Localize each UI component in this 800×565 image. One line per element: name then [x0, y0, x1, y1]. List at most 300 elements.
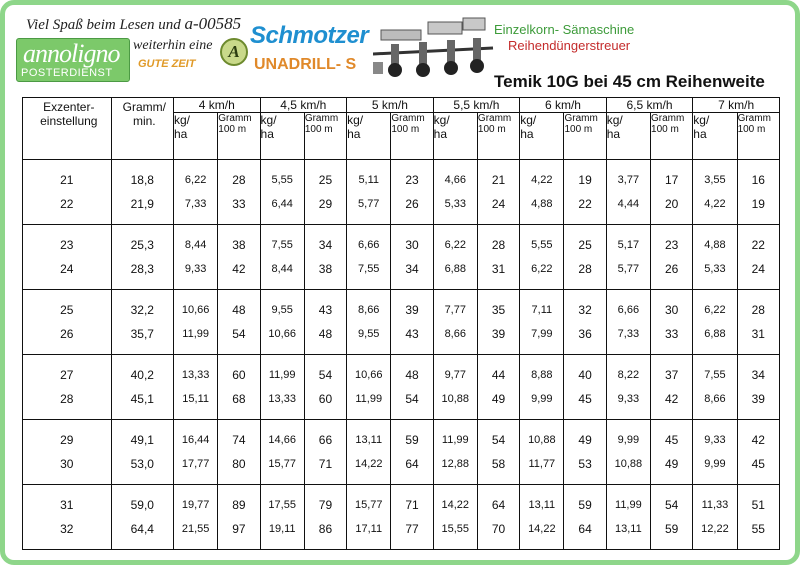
cell-gramm-100m	[218, 160, 260, 225]
cell-value: 8,44	[271, 263, 293, 275]
cell-value: 15,77	[268, 458, 296, 470]
cell-value: 59	[405, 433, 419, 447]
cell-value: 4,88	[531, 198, 553, 210]
cell-value: 24	[60, 262, 74, 276]
cell-value: 27	[60, 368, 74, 382]
cell-value: 11,99	[615, 499, 642, 511]
cell-value: 19,77	[181, 499, 210, 511]
cell-kg-ha	[693, 160, 737, 225]
table-row	[23, 225, 780, 290]
table-row	[23, 355, 780, 420]
cell-value: 51	[751, 498, 765, 512]
cell-gramm-100m	[304, 160, 346, 225]
cell-value: 18,8	[130, 173, 154, 187]
cell-gramm-100m	[737, 225, 779, 290]
cell-gramm-100m	[477, 485, 519, 550]
cell-value: 35,7	[130, 327, 154, 341]
cell-kg-ha	[260, 225, 304, 290]
cell-value: 13,11	[615, 523, 642, 535]
cell-value: 54	[491, 433, 506, 447]
cell-value: 8,44	[184, 239, 207, 251]
cell-value: 8,22	[617, 369, 640, 381]
cell-value: 42	[664, 392, 679, 406]
cell-value: 17	[664, 173, 679, 187]
cell-value: 30	[60, 457, 74, 471]
cell-gramm-100m	[651, 485, 693, 550]
cell-value: 9,55	[271, 304, 293, 316]
cell-gramm-min	[111, 355, 173, 420]
cell-value: 4,44	[617, 198, 640, 210]
cell-value: 11,33	[701, 499, 729, 511]
cell-kg-ha	[260, 355, 304, 420]
cell-gramm-100m	[737, 355, 779, 420]
cell-value: 5,17	[617, 239, 640, 251]
cell-value: 24	[751, 262, 765, 276]
cell-gramm-100m	[651, 225, 693, 290]
cell-value: 14,22	[441, 499, 470, 511]
cell-gramm-100m	[651, 355, 693, 420]
header-speed: 5 km/h	[347, 98, 434, 113]
cell-value: 17,11	[355, 523, 383, 535]
cell-value: 22	[578, 197, 592, 211]
cell-kg-ha	[693, 485, 737, 550]
cell-value: 33	[232, 197, 246, 211]
cell-gramm-100m	[564, 355, 606, 420]
cell-value: 9,33	[184, 263, 207, 275]
cell-gramm-100m	[304, 290, 346, 355]
cell-value: 26	[664, 262, 679, 276]
cell-value: 9,77	[444, 369, 466, 381]
cell-gramm-100m	[477, 160, 519, 225]
cell-value: 6,44	[271, 198, 293, 210]
cell-gramm-100m	[304, 420, 346, 485]
cell-value: 54	[318, 368, 333, 382]
cell-value: 30	[405, 238, 419, 252]
cell-value: 35	[491, 303, 506, 317]
header-gramm-min: Gramm/ min.	[111, 98, 173, 160]
cell-value: 48	[232, 303, 246, 317]
cell-value: 9,99	[704, 458, 726, 470]
header-unit-kg-ha: kg/ ha	[260, 113, 304, 160]
cell-kg-ha	[174, 420, 218, 485]
cell-value: 10,66	[268, 328, 296, 340]
cell-value: 6,22	[184, 174, 207, 186]
cell-value: 36	[578, 327, 592, 341]
cell-value: 25	[578, 238, 592, 252]
cell-gramm-100m	[737, 420, 779, 485]
cell-value: 14,22	[528, 523, 556, 535]
cell-value: 31	[60, 498, 74, 512]
cell-value: 6,66	[358, 239, 380, 251]
cell-value: 16,44	[181, 434, 210, 446]
cell-value: 30	[664, 303, 679, 317]
cell-value: 24	[491, 197, 506, 211]
cell-value: 53,0	[130, 457, 154, 471]
model-name: UNADRILL- S	[254, 56, 357, 73]
cell-value: 32	[578, 303, 592, 317]
cell-value: 7,55	[704, 369, 726, 381]
a-seal-icon: A	[220, 38, 248, 66]
cell-value: 59	[664, 522, 679, 536]
cell-value: 7,33	[184, 198, 207, 210]
cell-kg-ha	[693, 225, 737, 290]
cell-gramm-min	[111, 160, 173, 225]
cell-gramm-100m	[391, 485, 433, 550]
cell-gramm-100m	[218, 225, 260, 290]
cell-kg-ha	[433, 160, 477, 225]
cell-value: 45,1	[130, 392, 154, 406]
cell-value: 49	[491, 392, 506, 406]
cell-value: 21,55	[181, 523, 210, 535]
cell-value: 26	[405, 197, 419, 211]
cell-setting	[23, 290, 112, 355]
cell-value: 43	[318, 303, 333, 317]
cell-value: 13,11	[528, 499, 556, 511]
cell-gramm-100m	[477, 225, 519, 290]
cell-value: 10,88	[614, 458, 643, 470]
cell-value: 20	[664, 197, 679, 211]
cell-setting	[23, 225, 112, 290]
cell-value: 22	[60, 197, 74, 211]
cell-value: 34	[318, 238, 333, 252]
cell-kg-ha	[174, 160, 218, 225]
cell-value: 60	[318, 392, 333, 406]
header-speed: 4 km/h	[174, 98, 261, 113]
cell-kg-ha	[433, 290, 477, 355]
cell-gramm-100m	[391, 420, 433, 485]
cell-gramm-100m	[737, 160, 779, 225]
header-speed: 7 km/h	[693, 98, 780, 113]
cell-value: 6,22	[444, 239, 466, 251]
cell-value: 7,99	[531, 328, 553, 340]
cell-value: 32,2	[130, 303, 154, 317]
cell-value: 34	[405, 262, 419, 276]
cell-value: 6,88	[444, 263, 466, 275]
cell-value: 7,77	[444, 304, 466, 316]
table-row	[23, 160, 780, 225]
cell-gramm-100m	[391, 355, 433, 420]
cell-value: 6,66	[617, 304, 640, 316]
header-unit-kg-ha: kg/ ha	[347, 113, 391, 160]
cell-kg-ha	[433, 355, 477, 420]
cell-value: 45	[664, 433, 679, 447]
cell-setting	[23, 355, 112, 420]
cell-value: 3,77	[617, 174, 640, 186]
cell-kg-ha	[347, 355, 391, 420]
cell-value: 32	[60, 522, 74, 536]
header-unit-gramm-100m: Gramm 100 m	[564, 113, 606, 160]
dosage-table	[22, 97, 780, 550]
cell-value: 5,33	[444, 198, 466, 210]
table-title: Temik 10G bei 45 cm Reihenweite	[494, 72, 765, 91]
cell-kg-ha	[693, 355, 737, 420]
header-unit-kg-ha: kg/ ha	[520, 113, 564, 160]
cell-value: 38	[232, 238, 246, 252]
cell-value: 9,55	[358, 328, 380, 340]
cell-value: 89	[232, 498, 246, 512]
cell-kg-ha	[174, 290, 218, 355]
cell-value: 10,88	[441, 393, 470, 405]
cell-kg-ha	[347, 485, 391, 550]
cell-value: 39	[491, 327, 506, 341]
cell-value: 28	[232, 173, 246, 187]
cell-value: 15,55	[441, 523, 470, 535]
brand-name: Schmotzer	[250, 22, 369, 49]
cell-kg-ha	[433, 420, 477, 485]
cell-value: 3,55	[704, 174, 726, 186]
cell-value: 25	[60, 303, 74, 317]
cell-value: 39	[405, 303, 419, 317]
table-row	[23, 290, 780, 355]
cell-value: 25,3	[130, 238, 154, 252]
cell-value: 70	[491, 522, 506, 536]
cell-value: 6,22	[704, 304, 726, 316]
cell-value: 59	[578, 498, 592, 512]
cell-gramm-100m	[218, 355, 260, 420]
tagline-2: weiterhin eine	[133, 38, 213, 53]
cell-gramm-100m	[304, 355, 346, 420]
cell-value: 8,88	[531, 369, 553, 381]
cell-kg-ha	[606, 355, 650, 420]
cell-value: 19	[578, 173, 592, 187]
cell-kg-ha	[433, 225, 477, 290]
table-row	[23, 420, 780, 485]
cell-kg-ha	[693, 290, 737, 355]
cell-kg-ha	[347, 225, 391, 290]
cell-value: 64	[405, 457, 419, 471]
cell-value: 64	[578, 522, 592, 536]
cell-value: 77	[405, 522, 419, 536]
cell-value: 29	[60, 433, 74, 447]
cell-value: 28	[491, 238, 506, 252]
header-speed: 6,5 km/h	[606, 98, 693, 113]
cell-kg-ha	[433, 485, 477, 550]
cell-value: 11,99	[182, 328, 209, 340]
cell-value: 48	[405, 368, 419, 382]
cell-kg-ha	[606, 290, 650, 355]
cell-value: 5,11	[358, 174, 380, 186]
cell-value: 9,99	[531, 393, 553, 405]
cell-value: 5,33	[704, 263, 726, 275]
cell-value: 53	[578, 457, 592, 471]
cell-value: 7,55	[271, 239, 293, 251]
header-unit-gramm-100m: Gramm 100 m	[737, 113, 779, 160]
cell-value: 39	[751, 392, 765, 406]
description-1: Einzelkorn- Sämaschine	[494, 22, 635, 37]
header-speed: 6 km/h	[520, 98, 607, 113]
header-speed: 5,5 km/h	[433, 98, 520, 113]
cell-gramm-100m	[218, 290, 260, 355]
cell-kg-ha	[606, 420, 650, 485]
cell-value: 12,88	[441, 458, 470, 470]
cell-gramm-100m	[477, 420, 519, 485]
cell-value: 5,55	[271, 174, 293, 186]
header-unit-kg-ha: kg/ ha	[174, 113, 218, 160]
cell-gramm-100m	[218, 485, 260, 550]
cell-kg-ha	[606, 485, 650, 550]
cell-value: 15,77	[354, 499, 383, 511]
header-speed: 4,5 km/h	[260, 98, 347, 113]
cell-gramm-100m	[477, 355, 519, 420]
cell-gramm-100m	[651, 160, 693, 225]
cell-value: 28	[578, 262, 592, 276]
cell-gramm-min	[111, 485, 173, 550]
poster-header	[8, 8, 792, 96]
tagline-1-text: Viel Spaß beim Lesen und	[26, 17, 181, 33]
cell-kg-ha	[260, 420, 304, 485]
cell-value: 13,33	[181, 369, 210, 381]
cell-value: 9,33	[704, 434, 726, 446]
cell-kg-ha	[520, 485, 564, 550]
cell-gramm-min	[111, 290, 173, 355]
logo-sub: POSTERDIENST	[21, 67, 113, 79]
cell-value: 12,22	[701, 523, 729, 535]
cell-value: 23	[405, 173, 419, 187]
cell-value: 14,66	[268, 434, 296, 446]
cell-value: 42	[232, 262, 246, 276]
cell-value: 25	[318, 173, 333, 187]
cell-kg-ha	[174, 225, 218, 290]
cell-value: 8,66	[704, 393, 726, 405]
cell-value: 40	[578, 368, 592, 382]
cell-value: 6,88	[704, 328, 726, 340]
cell-value: 80	[232, 457, 246, 471]
cell-value: 9,99	[617, 434, 640, 446]
cell-value: 23	[664, 238, 679, 252]
cell-value: 45	[751, 457, 765, 471]
cell-value: 15,11	[182, 393, 209, 405]
cell-value: 21,9	[130, 197, 154, 211]
cell-value: 8,66	[444, 328, 466, 340]
cell-value: 55	[751, 522, 765, 536]
header-unit-gramm-100m: Gramm 100 m	[218, 113, 260, 160]
cell-gramm-100m	[391, 160, 433, 225]
cell-value: 11,99	[355, 393, 383, 405]
cell-value: 16	[751, 173, 765, 187]
cell-value: 64,4	[130, 522, 154, 536]
cell-gramm-100m	[564, 485, 606, 550]
cell-kg-ha	[260, 160, 304, 225]
cell-value: 31	[751, 327, 765, 341]
cell-gramm-100m	[391, 290, 433, 355]
cell-value: 14,22	[354, 458, 383, 470]
cell-value: 8,66	[358, 304, 380, 316]
cell-value: 49	[578, 433, 592, 447]
cell-value: 7,33	[617, 328, 640, 340]
cell-value: 7,11	[531, 304, 553, 316]
cell-kg-ha	[520, 290, 564, 355]
cell-value: 31	[491, 262, 506, 276]
cell-value: 13,33	[268, 393, 296, 405]
poster-code: a-00585	[184, 14, 242, 33]
cell-value: 7,55	[358, 263, 380, 275]
cell-value: 43	[405, 327, 419, 341]
cell-value: 71	[318, 457, 333, 471]
logo-word: annoligno	[23, 39, 120, 68]
cell-value: 19,11	[268, 523, 296, 535]
cell-kg-ha	[520, 225, 564, 290]
cell-kg-ha	[260, 290, 304, 355]
cell-gramm-100m	[564, 160, 606, 225]
cell-value: 40,2	[130, 368, 154, 382]
header-unit-kg-ha: kg/ ha	[693, 113, 737, 160]
cell-gramm-min	[111, 225, 173, 290]
cell-value: 59,0	[130, 498, 154, 512]
cell-value: 26	[60, 327, 74, 341]
cell-kg-ha	[693, 420, 737, 485]
cell-gramm-100m	[218, 420, 260, 485]
cell-kg-ha	[174, 355, 218, 420]
cell-gramm-100m	[304, 225, 346, 290]
cell-gramm-100m	[391, 225, 433, 290]
cell-value: 86	[318, 522, 333, 536]
cell-value: 54	[405, 392, 419, 406]
cell-value: 11,99	[441, 434, 469, 446]
header-unit-gramm-100m: Gramm 100 m	[477, 113, 519, 160]
cell-value: 9,33	[617, 393, 640, 405]
cell-value: 66	[318, 433, 333, 447]
cell-setting	[23, 420, 112, 485]
cell-value: 37	[664, 368, 679, 382]
cell-value: 4,66	[444, 174, 466, 186]
header-exzenter: Exzenter- einstellung	[23, 98, 112, 160]
cell-value: 71	[405, 498, 419, 512]
cell-value: 48	[318, 327, 333, 341]
seed-drill-illustration-icon	[373, 14, 498, 84]
cell-value: 6,22	[531, 263, 553, 275]
cell-value: 4,22	[531, 174, 553, 186]
cell-kg-ha	[520, 420, 564, 485]
cell-value: 58	[491, 457, 506, 471]
header-unit-gramm-100m: Gramm 100 m	[391, 113, 433, 160]
cell-value: 10,88	[528, 434, 556, 446]
cell-value: 28,3	[130, 262, 154, 276]
cell-value: 19	[751, 197, 765, 211]
cell-value: 4,22	[704, 198, 726, 210]
cell-kg-ha	[520, 160, 564, 225]
cell-setting	[23, 160, 112, 225]
cell-value: 21	[60, 173, 74, 187]
header-unit-kg-ha: kg/ ha	[606, 113, 650, 160]
tagline-3: GUTE ZEIT	[138, 58, 196, 70]
cell-value: 23	[60, 238, 74, 252]
cell-value: 11,77	[528, 458, 556, 470]
cell-value: 54	[232, 327, 246, 341]
cell-value: 44	[491, 368, 506, 382]
cell-value: 5,77	[617, 263, 640, 275]
cell-value: 29	[318, 197, 333, 211]
cell-setting	[23, 485, 112, 550]
cell-value: 33	[664, 327, 679, 341]
tagline-1	[26, 14, 241, 34]
cell-kg-ha	[347, 420, 391, 485]
table-row	[23, 485, 780, 550]
cell-kg-ha	[347, 160, 391, 225]
cell-kg-ha	[174, 485, 218, 550]
description-2: Reihendüngerstreuer	[508, 38, 631, 53]
cell-value: 45	[578, 392, 592, 406]
annoligno-logo	[16, 38, 130, 82]
cell-value: 60	[232, 368, 246, 382]
cell-value: 5,77	[358, 198, 380, 210]
cell-value: 10,66	[354, 369, 383, 381]
cell-value: 17,55	[268, 499, 296, 511]
cell-value: 17,77	[181, 458, 210, 470]
cell-value: 22	[751, 238, 765, 252]
cell-kg-ha	[606, 160, 650, 225]
cell-value: 49	[664, 457, 679, 471]
cell-gramm-100m	[564, 225, 606, 290]
